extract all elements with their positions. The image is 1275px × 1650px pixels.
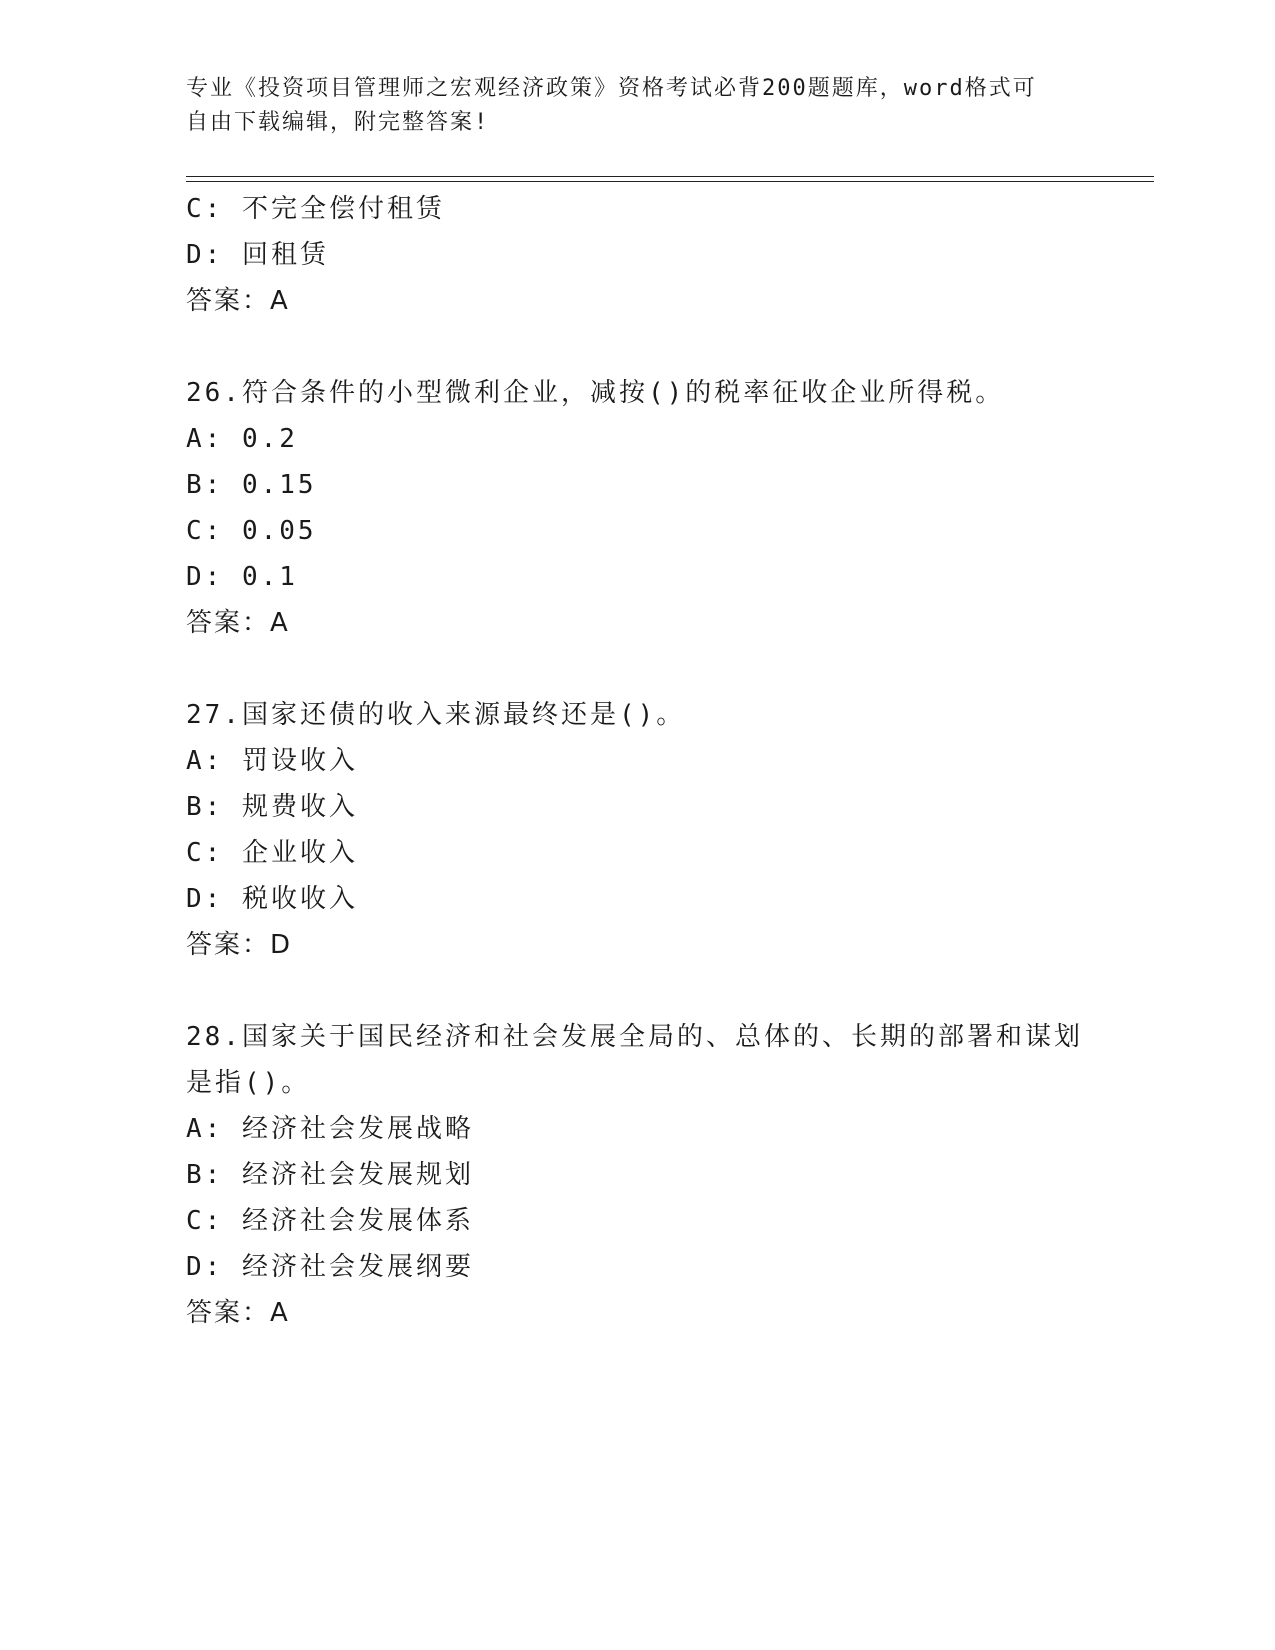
question-list — [186, 186, 1154, 1336]
document-header — [186, 72, 1086, 140]
spacer — [186, 324, 1154, 370]
spacer — [186, 646, 1154, 692]
option-b: B: 经济社会发展规划 — [186, 1160, 474, 1190]
question-stem-line-1: 28.国家关于国民经济和社会发展全局的、总体的、长期的部署和谋划 — [186, 1022, 1083, 1052]
answer: 答案：A — [186, 608, 290, 638]
option-a: A: 0.2 — [186, 424, 298, 454]
option-b: B: 规费收入 — [186, 792, 358, 822]
option-c: C: 不完全偿付租赁 — [186, 194, 445, 224]
question-stem: 26.符合条件的小型微利企业，减按()的税率征收企业所得税。 — [186, 378, 1005, 408]
option-d: D: 经济社会发展纲要 — [186, 1252, 474, 1282]
option-c: C: 经济社会发展体系 — [186, 1206, 474, 1236]
question-26 — [186, 370, 1154, 646]
answer: 答案：A — [186, 1298, 290, 1328]
option-d: D: 税收收入 — [186, 884, 358, 914]
answer: 答案：A — [186, 286, 290, 316]
question-stem-line-2: 是指()。 — [186, 1068, 311, 1098]
option-d: D: 回租赁 — [186, 240, 329, 270]
option-c: C: 0.05 — [186, 516, 317, 546]
question-25-tail — [186, 186, 1154, 324]
spacer — [186, 968, 1154, 1014]
option-a: A: 经济社会发展战略 — [186, 1114, 474, 1144]
question-27 — [186, 692, 1154, 968]
header-line-1: 专业《投资项目管理师之宏观经济政策》资格考试必背200题题库，word格式可 — [186, 76, 1037, 101]
answer: 答案：D — [186, 930, 293, 960]
header-line-2: 自由下载编辑，附完整答案! — [186, 110, 490, 135]
header-divider — [186, 176, 1154, 182]
option-d: D: 0.1 — [186, 562, 298, 592]
question-stem: 27.国家还债的收入来源最终还是()。 — [186, 700, 686, 730]
option-a: A: 罚设收入 — [186, 746, 358, 776]
question-28 — [186, 1014, 1154, 1336]
option-b: B: 0.15 — [186, 470, 317, 500]
option-c: C: 企业收入 — [186, 838, 358, 868]
